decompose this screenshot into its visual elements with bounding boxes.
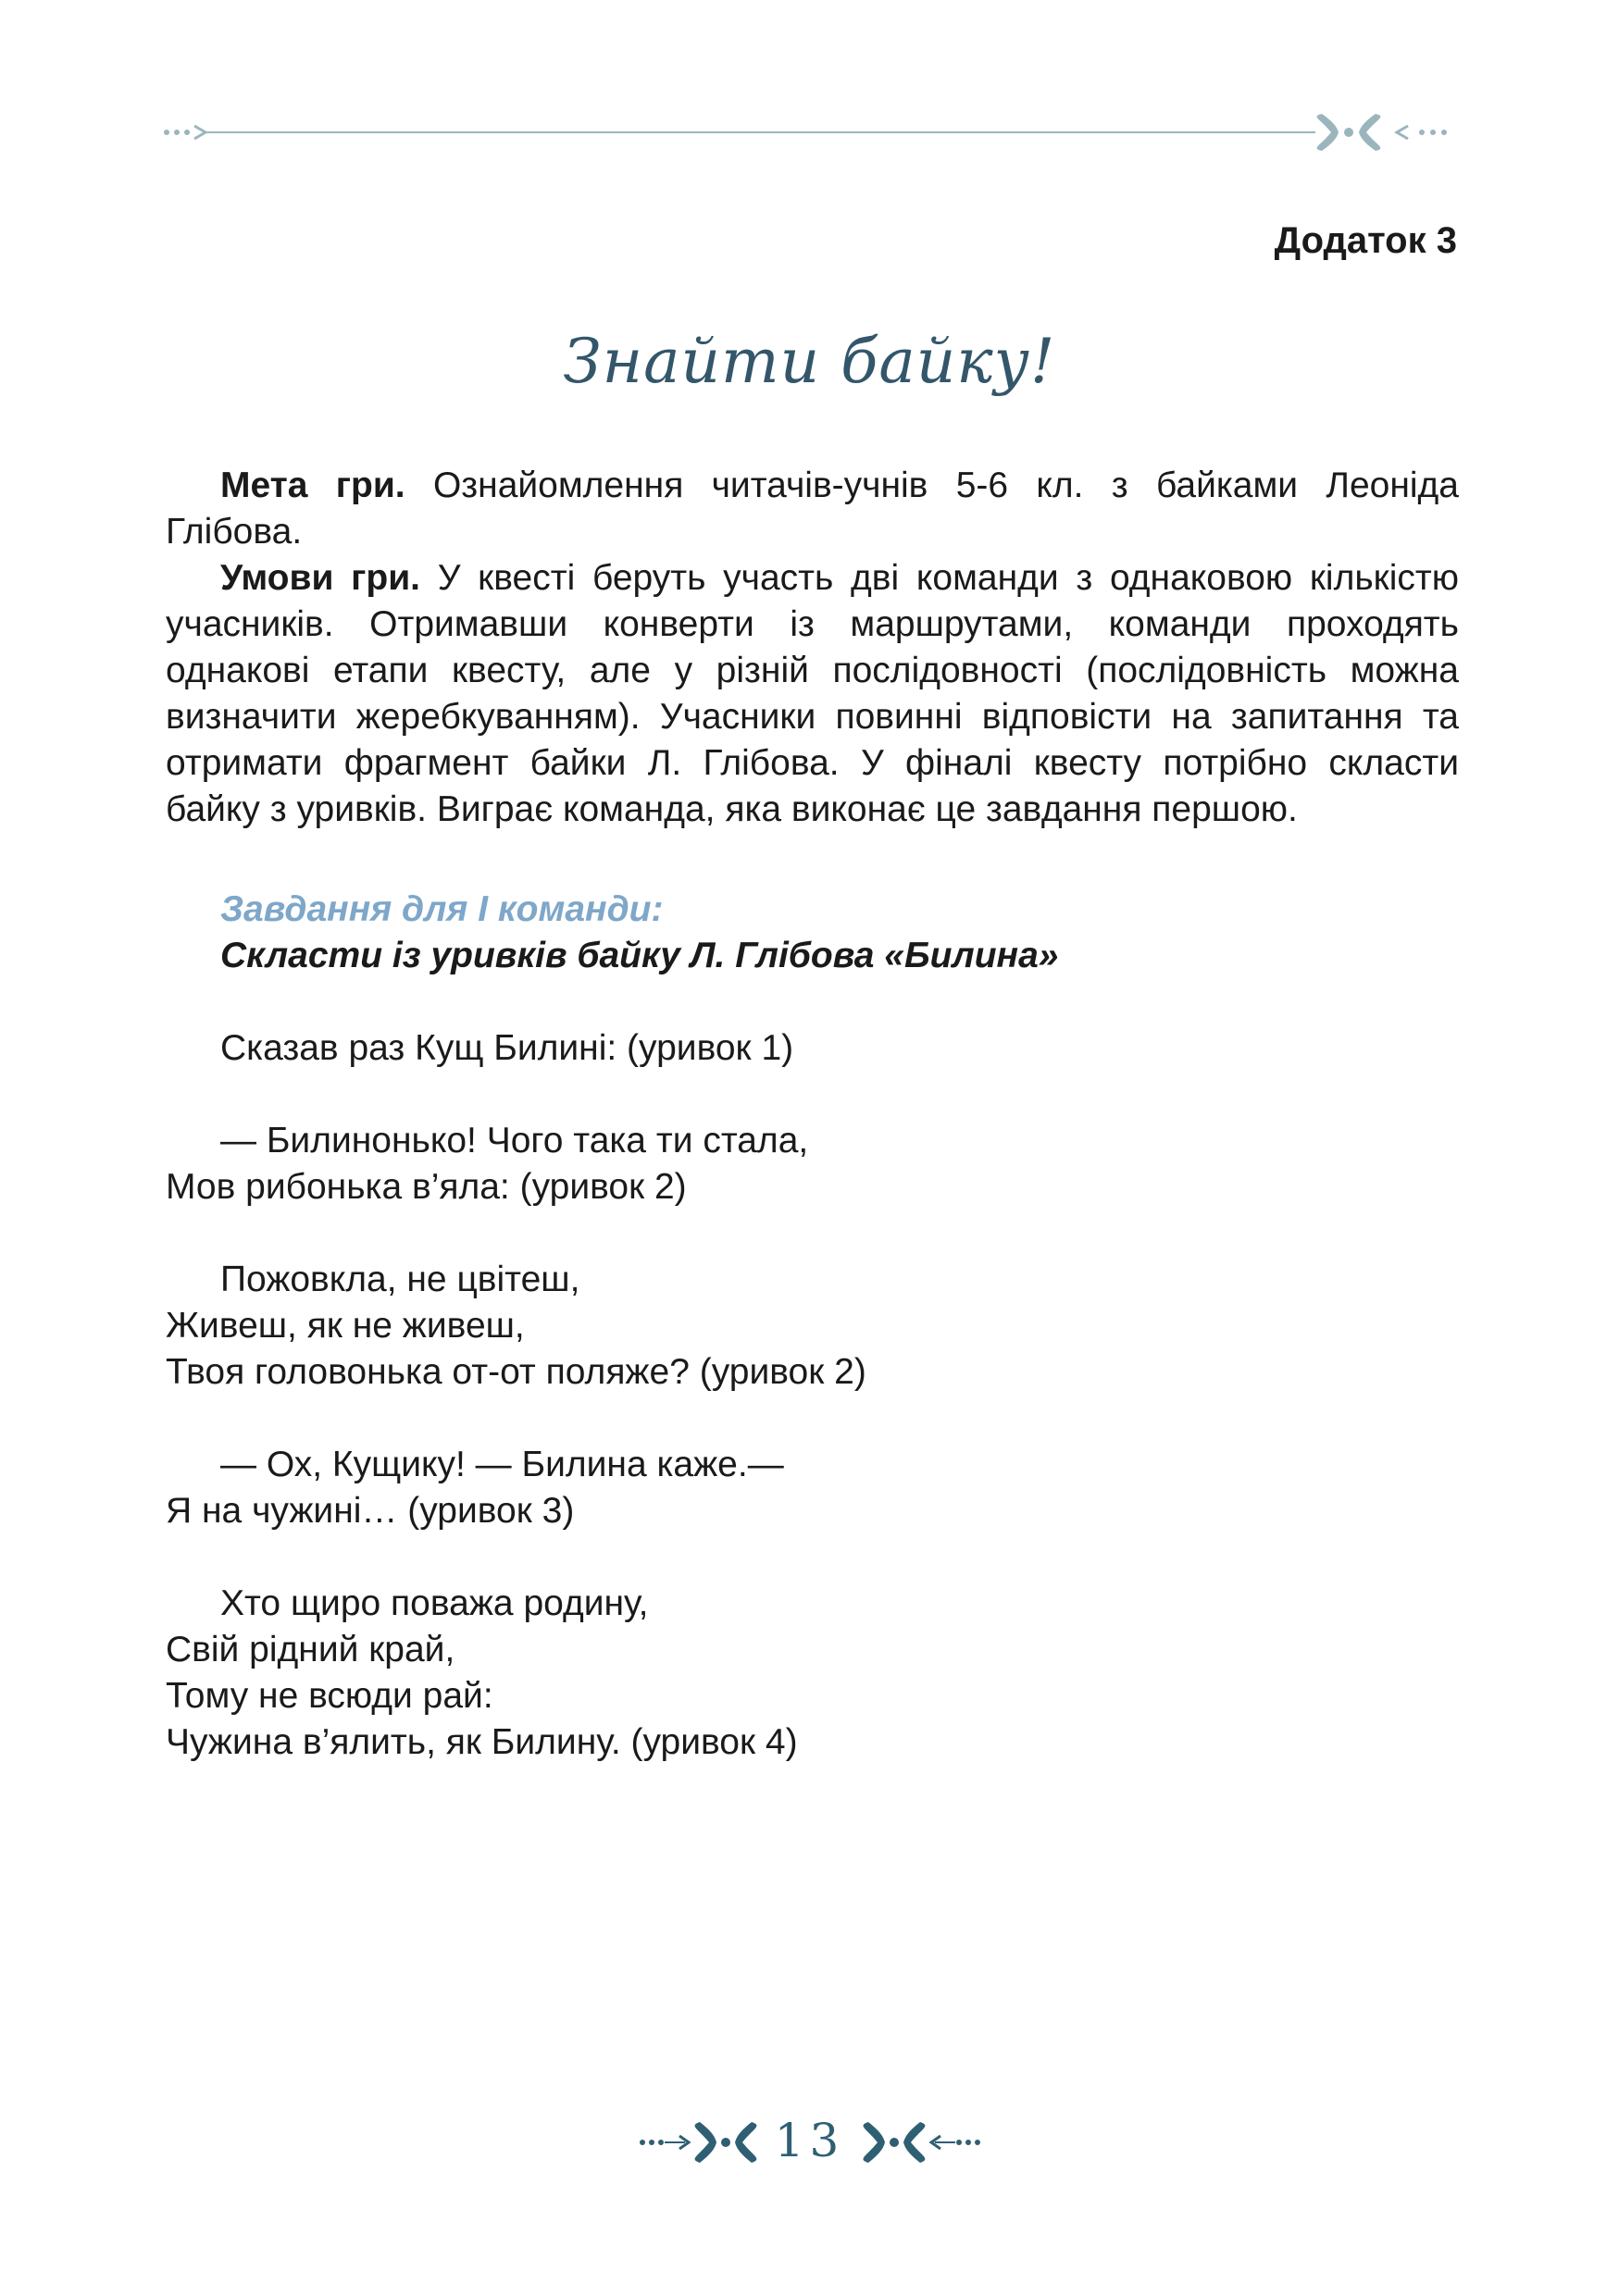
goal-text: Ознайомлення читачів-учнів 5-6 кл. з байками Леоніда Глібова. bbox=[166, 465, 1459, 552]
rules-label: Умови гри. bbox=[220, 558, 421, 598]
document-body bbox=[166, 463, 1459, 1766]
header-ornament bbox=[163, 109, 1459, 155]
stanza-line: Свій рідний край, bbox=[166, 1630, 455, 1669]
appendix-label: Додаток 3 bbox=[1274, 220, 1457, 261]
task-subheading: Скласти із уривків байку Л. Глібова «Билина» bbox=[220, 936, 1059, 975]
stanza-line: Чужина в’ялить, як Билину. (уривок 4) bbox=[166, 1722, 798, 1762]
stanza-line: Мов рибонька в’яла: (уривок 2) bbox=[166, 1167, 687, 1207]
stanza-line: Твоя головонька от-от поляже? (уривок 2) bbox=[166, 1352, 866, 1392]
fable-stanzas bbox=[166, 1025, 1459, 1766]
stanza bbox=[166, 1581, 1459, 1766]
stanza-line: Тому не всюди рай: bbox=[166, 1676, 493, 1716]
stanza-line: Я на чужині… (уривок 3) bbox=[166, 1491, 575, 1531]
stanza-line: Живеш, як не живеш, bbox=[166, 1306, 525, 1346]
stanza bbox=[166, 1118, 1459, 1210]
stanza bbox=[166, 1442, 1459, 1534]
stanza-line: Хто щиро поважа родину, bbox=[220, 1583, 649, 1623]
goal-label: Мета гри. bbox=[220, 465, 405, 505]
page-number: 13 bbox=[774, 2114, 845, 2167]
task-heading: Завдання для I команди: bbox=[220, 889, 664, 929]
stanza-line: Сказав раз Кущ Билині: (уривок 1) bbox=[220, 1028, 794, 1068]
goal-paragraph bbox=[166, 463, 1459, 555]
page-title: Знайти байку! bbox=[563, 326, 1056, 397]
stanza bbox=[166, 1025, 1459, 1072]
rules-paragraph bbox=[166, 555, 1459, 833]
stanza-line: Пожовкла, не цвітеш, bbox=[220, 1260, 580, 1299]
stanza bbox=[166, 1257, 1459, 1396]
rules-text: У квесті беруть участь дві команди з однаковою кількістю учасників. Отримавши конверти із маршрутами, команди проходять однакові етапи квесту, але у різній послідовності (послідовність можна визначити жеребкуванням). Учасники повинні відповісти на запитання та отримати фрагмент байки Л. Глібова. У фіналі квесту потрібно скласти байку з уривків. Виграє команда, яка виконає це завдання першою. bbox=[166, 558, 1460, 829]
stanza-line: — Ох, Кущику! — Билина каже.— bbox=[220, 1445, 784, 1484]
stanza-line: — Билинонько! Чого така ти стала, bbox=[220, 1121, 809, 1160]
